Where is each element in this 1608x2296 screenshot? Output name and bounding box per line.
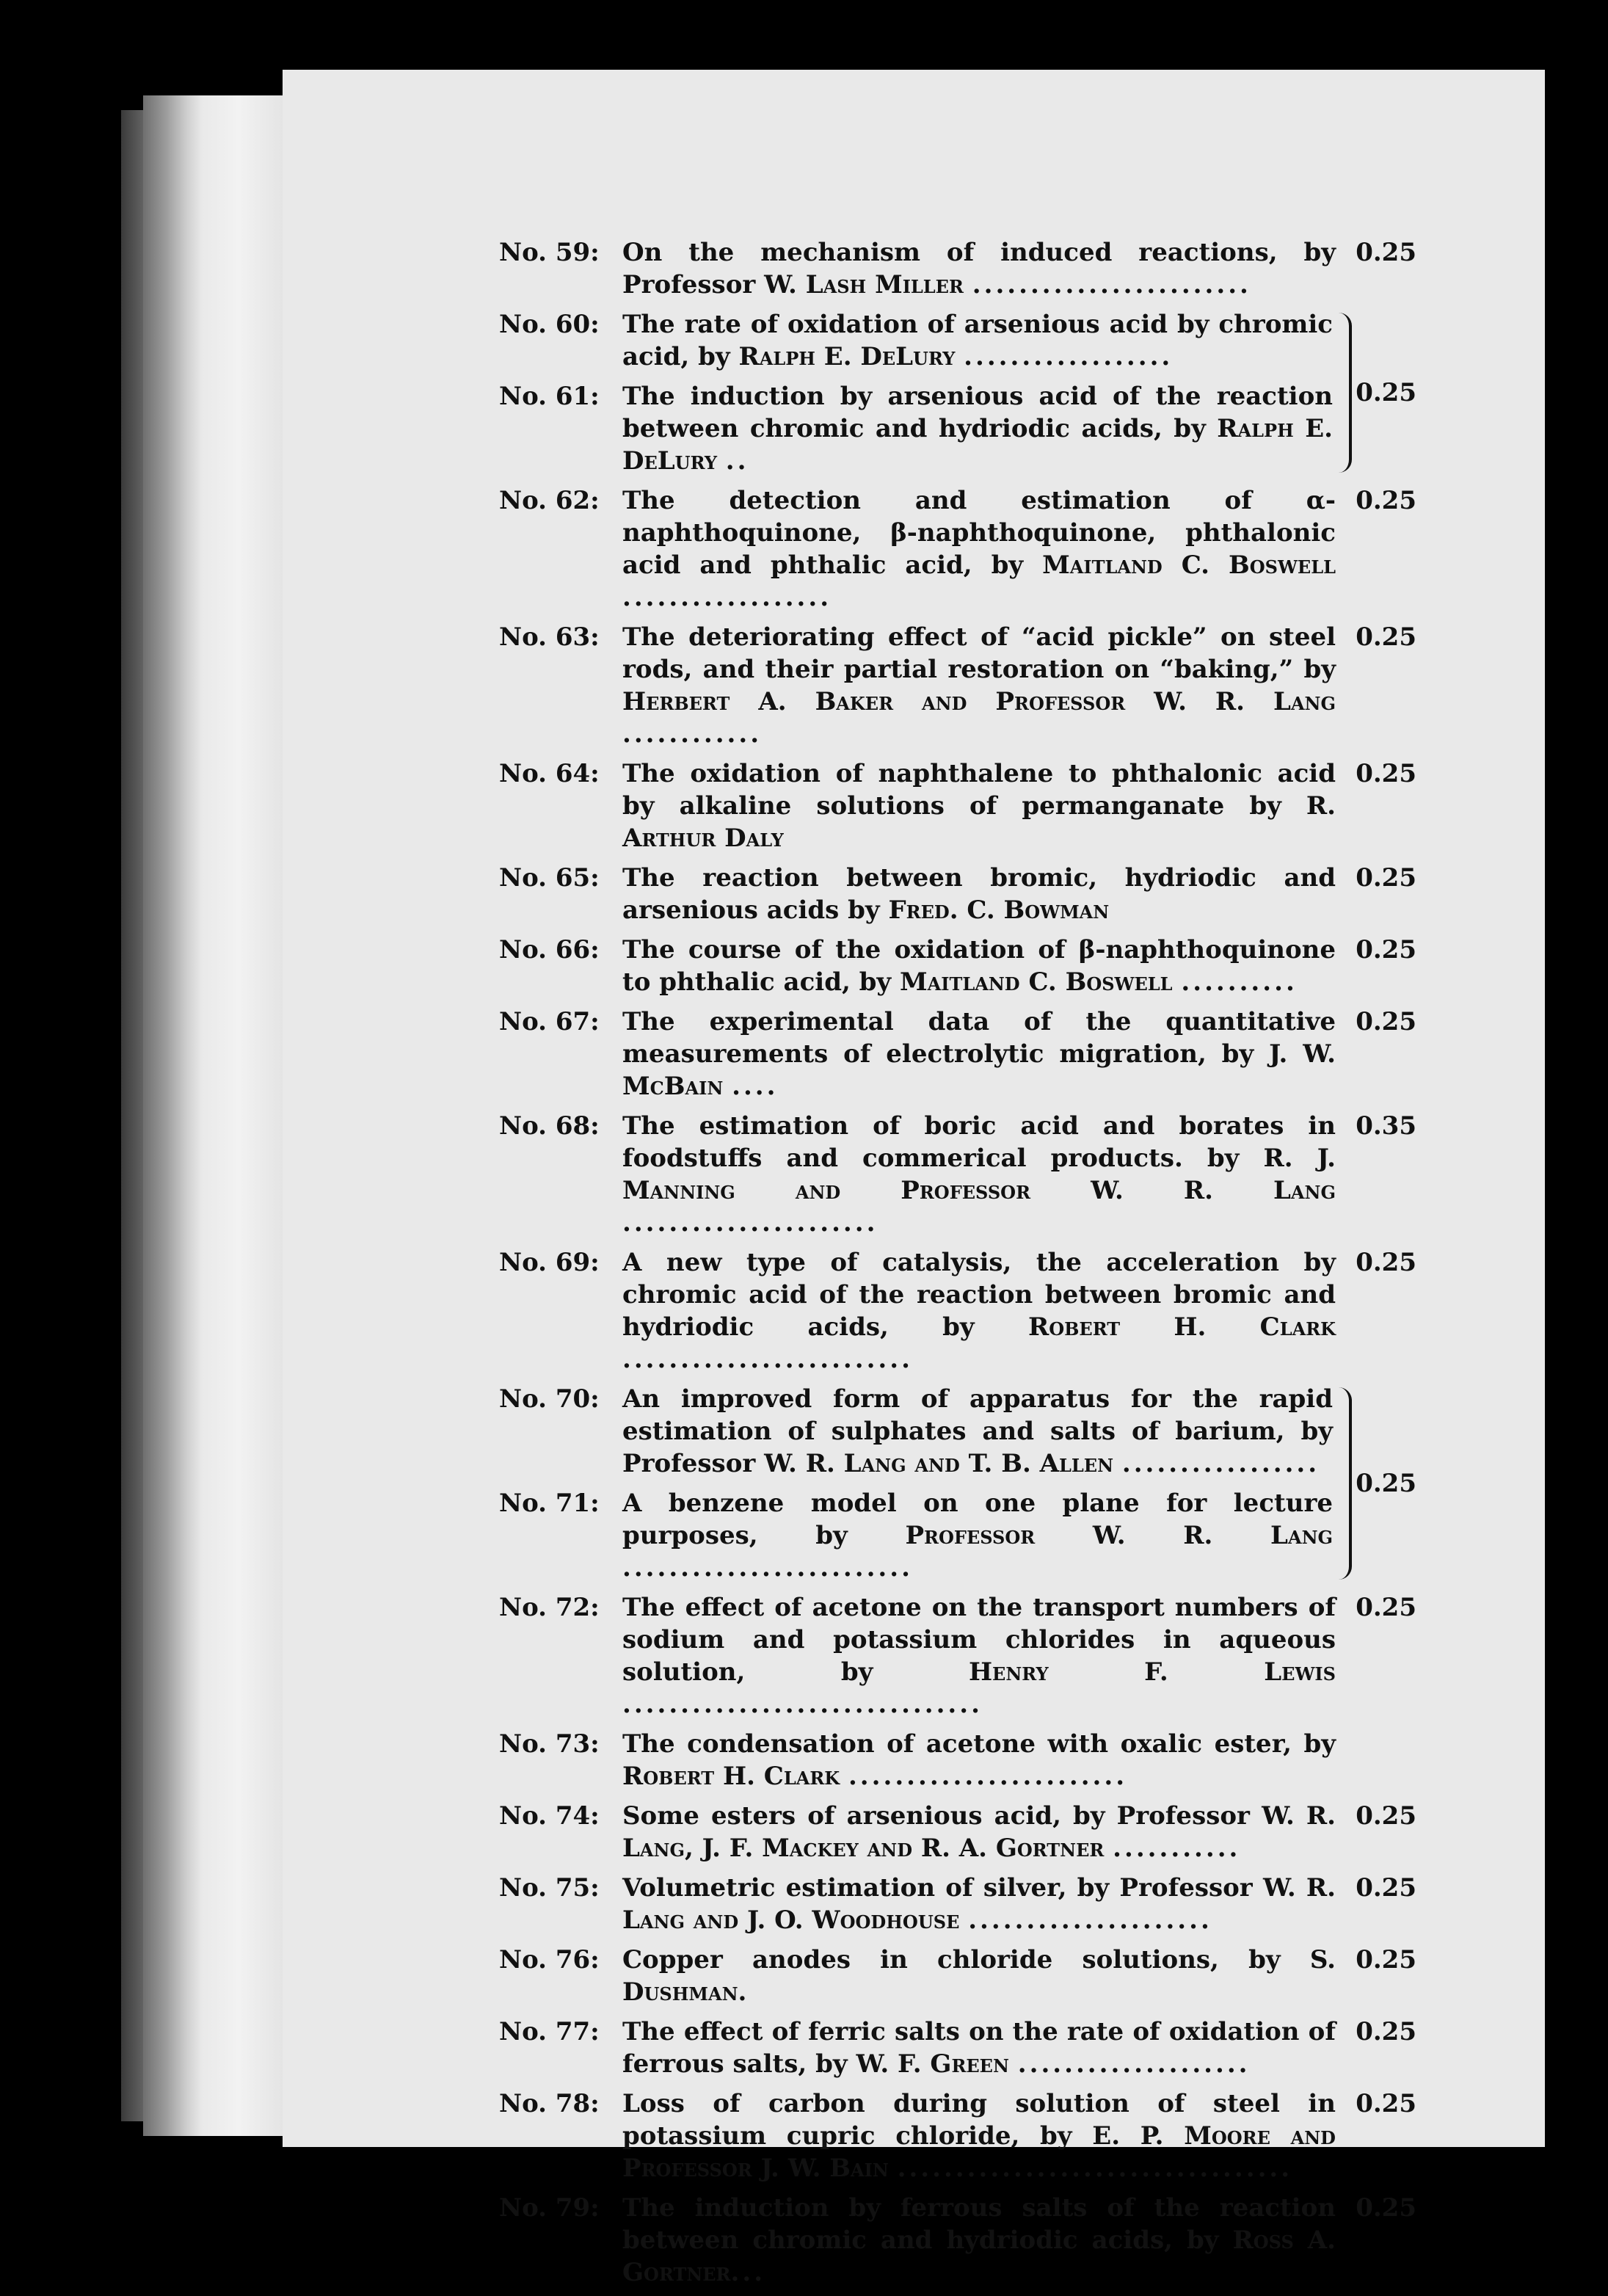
list-item — [499, 380, 1333, 477]
entry-text: On the mechanism of induced reactions, by Professor W. Lash Miller ........................ — [622, 238, 1336, 299]
entry-text: A benzene model on one plane for lecture purposes, by Professor W. R. Lang ......................... — [622, 1489, 1333, 1583]
entry-text: The induction by arsenious acid of the reaction between chromic and hydriodic acids, by Ralph E. DeLury .. — [622, 382, 1333, 476]
entry-number: No. 74: — [499, 1801, 600, 1831]
entry-text: The effect of acetone on the transport numbers of sodium and potassium chlorides in aqueous solution, by Henry F. Lewis ............................... — [622, 1593, 1336, 1719]
group-price: 0.25 — [1356, 1469, 1416, 1498]
entry-text: Copper anodes in chloride solutions, by S. Dushman. — [622, 1945, 1336, 2007]
entry-number: No. 75: — [499, 1873, 600, 1903]
entry-text: The effect of ferric salts on the rate of oxidation of ferrous salts, by W. F. Green .................... — [622, 2017, 1336, 2079]
entry-number: No. 79: — [499, 2193, 600, 2223]
list-item — [499, 1800, 1416, 1864]
entry-price: 0.25 — [1356, 2193, 1416, 2223]
entry-price: 0.25 — [1356, 622, 1416, 652]
entry-text: The detection and estimation of α-naphthoquinone, β-naphthoquinone, phthalonic acid and phthalic acid, by Maitland C. Boswell .................. — [622, 486, 1336, 612]
entry-text: The oxidation of naphthalene to phthalonic acid by alkaline solutions of permanganate by R. Arthur Daly — [622, 759, 1336, 853]
entry-text: A new type of catalysis, the acceleration by chromic acid of the reaction between bromic and hydriodic acids, by Robert H. Clark ......................... — [622, 1248, 1336, 1374]
entry-price: 0.25 — [1356, 2017, 1416, 2046]
entry-text: The condensation of acetone with oxalic ester, by Robert H. Clark ........................ — [622, 1729, 1336, 1791]
entry-price: 0.25 — [1356, 486, 1416, 515]
list-item — [499, 2088, 1416, 2184]
entry-number: No. 64: — [499, 759, 600, 788]
entry-group-60-61 — [499, 308, 1416, 477]
entry-price: 0.25 — [1356, 1248, 1416, 1277]
list-item — [499, 1728, 1416, 1792]
list-item — [499, 1383, 1333, 1480]
entry-text: The rate of oxidation of arsenious acid by chromic acid, by Ralph E. DeLury .................. — [622, 310, 1333, 371]
list-item — [499, 862, 1416, 926]
entry-text: Some esters of arsenious acid, by Professor W. R. Lang, J. F. Mackey and R. A. Gortner ........... — [622, 1801, 1336, 1863]
entry-number: No. 73: — [499, 1729, 600, 1759]
list-item — [499, 2192, 1416, 2289]
entry-text: The experimental data of the quantitative measurements of electrolytic migration, by J. W. McBain .... — [622, 1007, 1336, 1101]
group-brace — [1333, 1387, 1352, 1580]
book-page-stack — [143, 95, 290, 2136]
entry-text: The reaction between bromic, hydriodic and arsenious acids by Fred. C. Bowman — [622, 863, 1336, 925]
list-item — [499, 1487, 1333, 1584]
entry-price — [1336, 1728, 1416, 1792]
group-brace — [1333, 313, 1352, 473]
entry-price: 0.25 — [1356, 1873, 1416, 1903]
entry-price: 0.25 — [1356, 1007, 1416, 1036]
entry-number: No. 71: — [499, 1489, 600, 1518]
list-item — [499, 1110, 1416, 1239]
entry-price: 0.25 — [1356, 935, 1416, 964]
entry-number: No. 70: — [499, 1384, 600, 1414]
entry-text: The course of the oxidation of β-naphthoquinone to phthalic acid, by Maitland C. Boswell .......... — [622, 935, 1336, 997]
entry-price: 0.25 — [1356, 1801, 1416, 1831]
list-item — [499, 1246, 1416, 1376]
list-item — [499, 1944, 1416, 2008]
entry-number: No. 59: — [499, 238, 600, 267]
entry-number: No. 69: — [499, 1248, 600, 1277]
entry-price: 0.25 — [1356, 1593, 1416, 1622]
entry-number: No. 62: — [499, 486, 600, 515]
publication-list — [499, 236, 1416, 2296]
list-item — [499, 934, 1416, 998]
entry-group-70-71 — [499, 1383, 1416, 1584]
list-item — [499, 236, 1416, 301]
list-item — [499, 1872, 1416, 1936]
entry-number: No. 63: — [499, 622, 600, 652]
entry-text: An improved form of apparatus for the rapid estimation of sulphates and salts of barium, by Professor W. R. Lang and T. B. Allen ................. — [622, 1384, 1333, 1478]
list-item — [499, 308, 1333, 373]
list-item — [499, 1591, 1416, 1721]
entry-price: 0.25 — [1356, 1945, 1416, 1975]
entry-text: The estimation of boric acid and borates in foodstuffs and commerical products. by R. J. Manning and Professor W. R. Lang ...................... — [622, 1111, 1336, 1238]
list-item — [499, 2016, 1416, 2080]
entry-number: No. 60: — [499, 310, 600, 339]
list-item — [499, 484, 1416, 614]
entry-price: 0.25 — [1356, 863, 1416, 893]
entry-price: 0.25 — [1356, 2089, 1416, 2118]
group-price: 0.25 — [1356, 378, 1416, 407]
entry-number: No. 65: — [499, 863, 600, 893]
entry-number: No. 68: — [499, 1111, 600, 1141]
entry-number: No. 67: — [499, 1007, 600, 1036]
list-item — [499, 621, 1416, 750]
list-item — [499, 758, 1416, 854]
entry-text: The deteriorating effect of “acid pickle” on steel rods, and their partial restoration on “baking,” by Herbert A. Baker and Professor W. R. Lang ............ — [622, 622, 1336, 749]
entry-text: Volumetric estimation of silver, by Professor W. R. Lang and J. O. Woodhouse ..................... — [622, 1873, 1336, 1935]
list-item — [499, 1006, 1416, 1102]
entry-text: Loss of carbon during solution of steel in potassium cupric chloride, by E. P. Moore and Professor J. W. Bain .................................. — [622, 2089, 1336, 2183]
entry-price: 0.25 — [1356, 238, 1416, 267]
entry-price: 0.25 — [1356, 759, 1416, 788]
entry-number: No. 78: — [499, 2089, 600, 2118]
entry-number: No. 66: — [499, 935, 600, 964]
entry-number: No. 77: — [499, 2017, 600, 2046]
entry-number: No. 72: — [499, 1593, 600, 1622]
entry-number: No. 76: — [499, 1945, 600, 1975]
entry-number: No. 61: — [499, 382, 600, 411]
entry-price: 0.35 — [1356, 1111, 1416, 1141]
entry-text: The induction by ferrous salts of the reaction between chromic and hydriodic acids, by Ross A. Gortner... — [622, 2193, 1336, 2287]
